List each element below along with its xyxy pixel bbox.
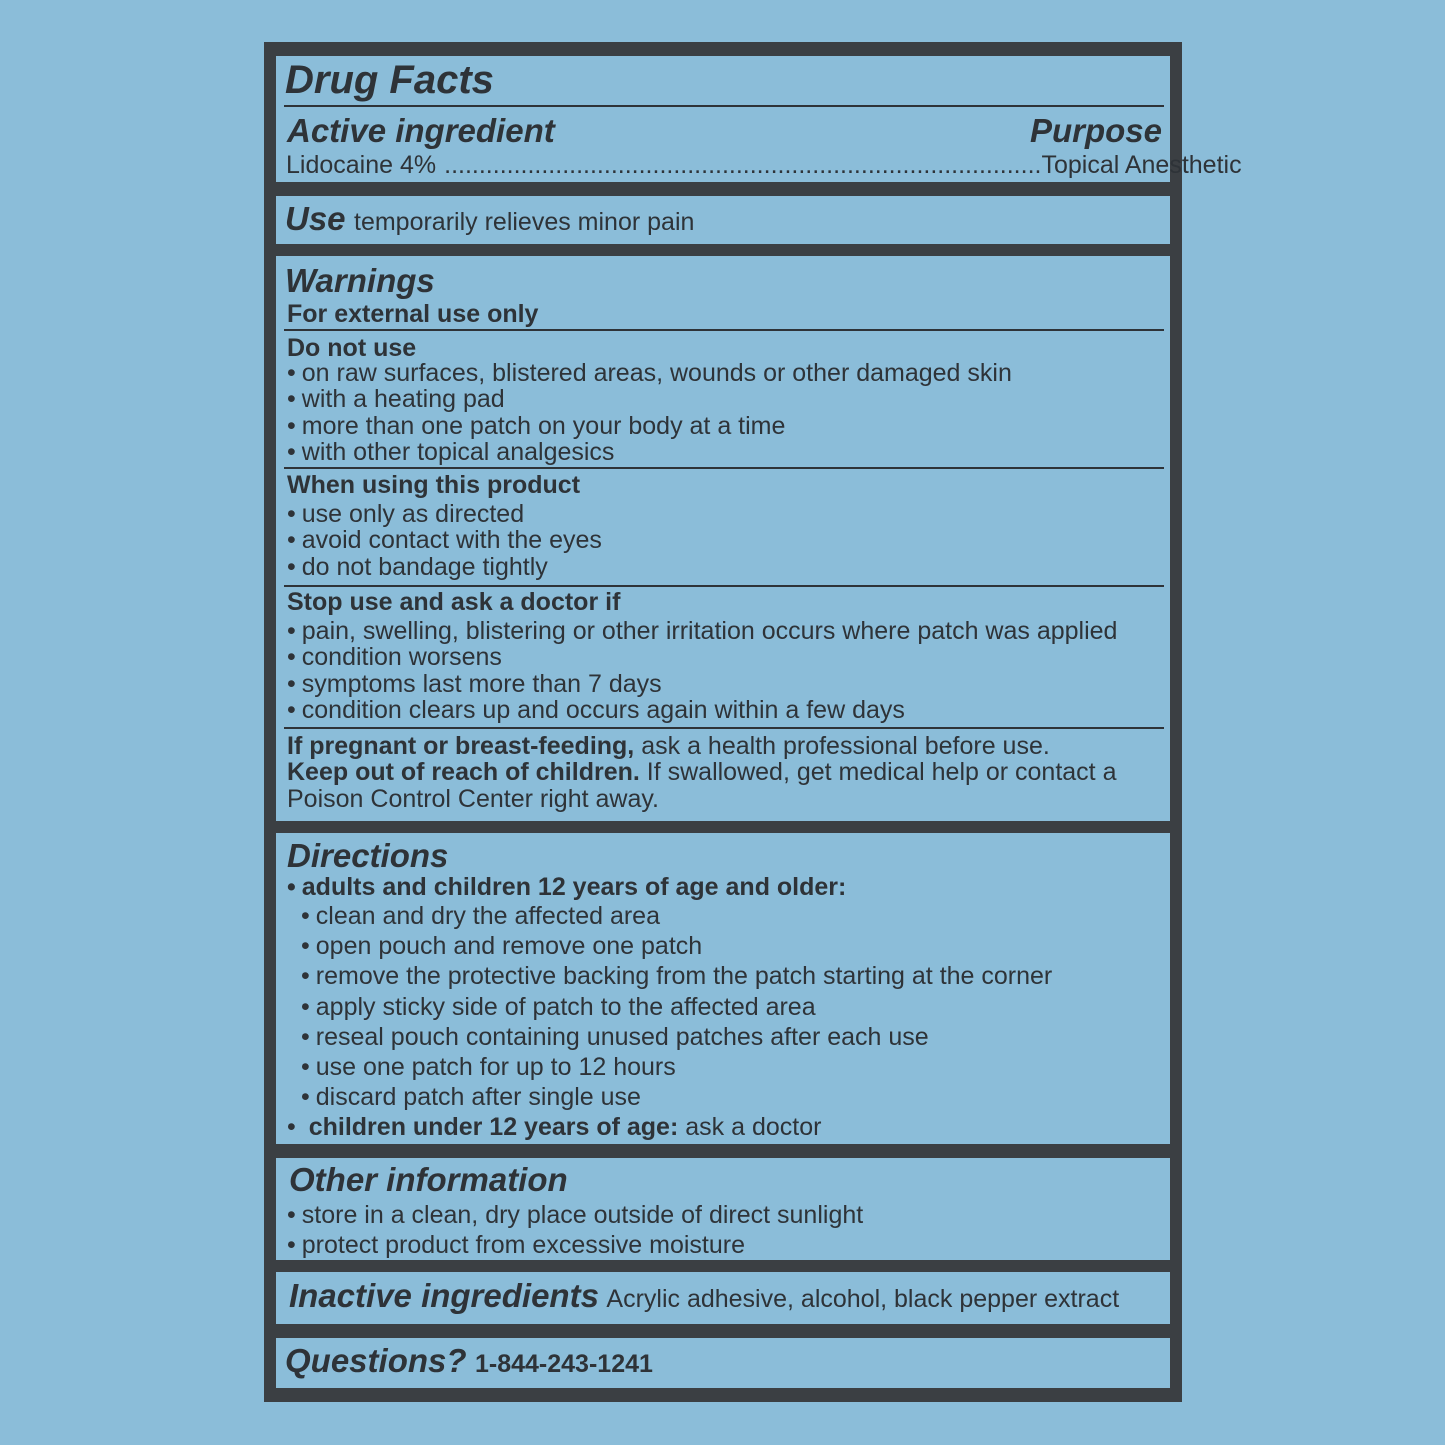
drug-facts-label xyxy=(264,42,1242,1402)
questions-phone: 1-844-243-1241 xyxy=(474,1350,653,1378)
poison-control-line: Poison Control Center right away. xyxy=(287,784,659,813)
active-ingredient-box xyxy=(276,56,1242,182)
warnings-heading: Warnings xyxy=(285,262,435,299)
list-item: • with a heating pad xyxy=(287,386,1012,412)
do-not-use-list xyxy=(287,360,1012,465)
list-item: • open pouch and remove one patch xyxy=(301,931,1052,961)
inactive-ingredients-heading: Inactive ingredients xyxy=(289,1277,599,1314)
keep-out-line xyxy=(287,759,1116,785)
warnings-rule-3 xyxy=(284,585,1164,587)
drug-facts-title: Drug Facts xyxy=(285,58,494,102)
directions-heading: Directions xyxy=(287,837,449,874)
list-item: • apply sticky side of patch to the affected area xyxy=(301,992,1052,1022)
list-item: • symptoms last more than 7 days xyxy=(287,671,1117,697)
ingredient-purpose: Topical Anesthetic xyxy=(1041,151,1242,179)
list-item: • condition worsens xyxy=(287,644,1117,670)
questions-heading: Questions? xyxy=(285,1342,467,1379)
list-item: • protect product from excessive moisture xyxy=(287,1230,863,1260)
list-item: • more than one patch on your body at a time xyxy=(287,413,1012,439)
pregnancy-and-children-text xyxy=(287,733,1116,812)
children-directions xyxy=(287,1113,821,1142)
when-using-heading: When using this product xyxy=(287,471,581,499)
pregnancy-line xyxy=(287,733,1116,759)
list-item: • do not bandage tightly xyxy=(287,554,602,580)
warnings-rule-2 xyxy=(284,467,1164,469)
other-information-box xyxy=(276,1158,1170,1260)
stop-use-list xyxy=(287,618,1117,723)
list-item: • pain, swelling, blistering or other irritation occurs where patch was applied xyxy=(287,618,1117,644)
children-text: ask a doctor xyxy=(685,1113,822,1141)
adults-directions-heading: • adults and children 12 years of age and older: xyxy=(287,873,846,902)
use-heading: Use xyxy=(285,200,346,237)
external-use-text: For external use only xyxy=(287,300,539,328)
list-item: • clean and dry the affected area xyxy=(301,901,1052,931)
questions-box xyxy=(276,1338,1170,1388)
warnings-rule-4 xyxy=(284,727,1164,729)
other-information-heading: Other information xyxy=(289,1161,568,1198)
other-information-list xyxy=(287,1200,863,1260)
list-item: • remove the protective backing from the patch starting at the corner xyxy=(301,961,1052,991)
purpose-heading: Purpose xyxy=(1029,112,1162,149)
directions-box xyxy=(276,833,1170,1144)
list-item: • avoid contact with the eyes xyxy=(287,527,602,553)
use-box xyxy=(276,196,1170,244)
pregnancy-bold: If pregnant or breast-feeding, xyxy=(287,732,635,760)
list-item: • use one patch for up to 12 hours xyxy=(301,1052,1052,1082)
list-item: • reseal pouch containing unused patches after each use xyxy=(301,1022,1052,1052)
use-line xyxy=(285,200,694,238)
keep-out-bold: Keep out of reach of children. xyxy=(287,758,640,787)
ingredient-name: Lidocaine 4% xyxy=(286,151,437,179)
list-item: • on raw surfaces, blistered areas, wounds or other damaged skin xyxy=(287,360,1012,386)
list-item: • condition clears up and occurs again within a few days xyxy=(287,697,1117,723)
title-rule xyxy=(284,105,1164,107)
inactive-ingredients-text: Acrylic adhesive, alcohol, black pepper extract xyxy=(606,1285,1120,1313)
do-not-use-heading: Do not use xyxy=(287,334,417,362)
children-bold: children under 12 years of age: xyxy=(308,1113,679,1141)
list-item: • with other topical analgesics xyxy=(287,439,1012,465)
list-item: • use only as directed xyxy=(287,501,602,527)
pregnancy-text: ask a health professional before use. xyxy=(641,732,1050,760)
inactive-ingredients-line xyxy=(289,1277,1119,1315)
questions-line xyxy=(285,1342,653,1380)
list-item: • discard patch after single use xyxy=(301,1082,1052,1112)
use-text: temporarily relieves minor pain xyxy=(354,208,695,236)
warnings-rule-1 xyxy=(284,329,1164,331)
keep-out-text: If swallowed, get medical help or contact a xyxy=(646,758,1117,787)
directions-list xyxy=(301,901,1052,1112)
active-ingredient-row xyxy=(286,151,1242,180)
warnings-box xyxy=(276,256,1170,821)
when-using-list xyxy=(287,501,602,580)
stop-use-heading: Stop use and ask a doctor if xyxy=(287,588,621,616)
dot-leader: ...................................................................................... xyxy=(444,151,1042,179)
inactive-ingredients-box xyxy=(276,1272,1170,1324)
active-ingredient-heading: Active ingredient xyxy=(287,112,555,149)
list-item: • store in a clean, dry place outside of direct sunlight xyxy=(287,1200,863,1230)
